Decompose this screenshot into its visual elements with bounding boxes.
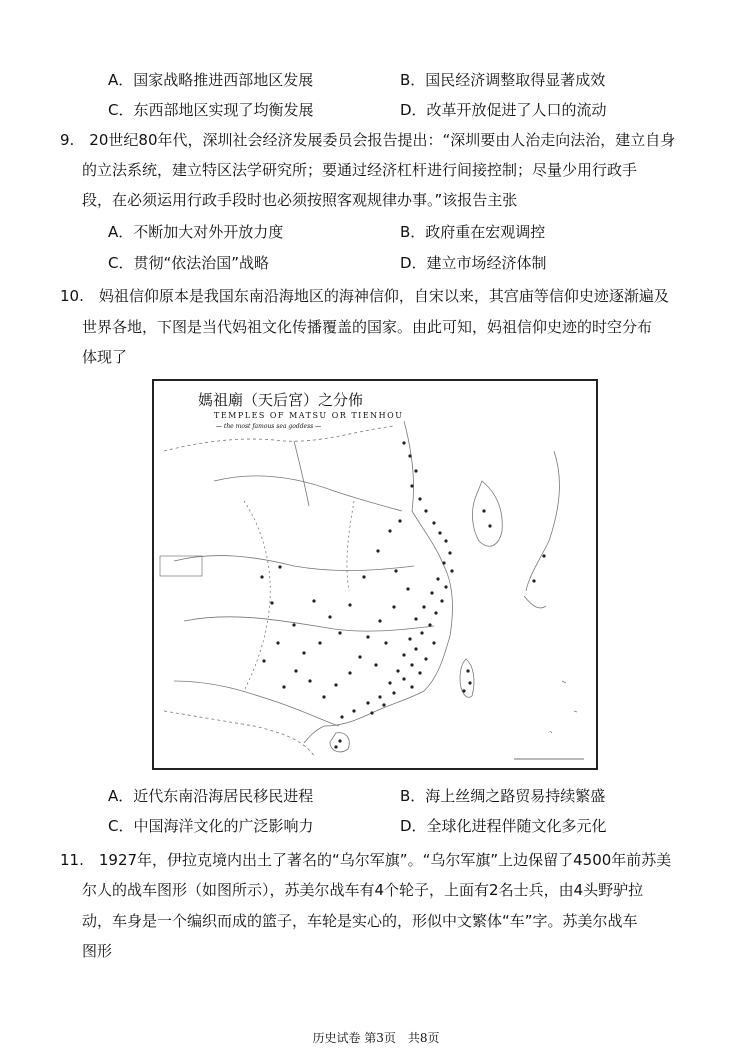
q11-stem-line-3: 动，车身是一个编织而成的篮子，车轮是实心的，形似中文繁体“车”字。苏美尔战车 — [82, 912, 638, 930]
map-subtitle: TEMPLES OF MATSU OR TIENHOU — [214, 411, 404, 420]
q10-option-d: D．全球化进程伴随文化多元化 — [400, 817, 607, 835]
page-footer: 历史试卷 第3页 共8页 — [312, 1031, 440, 1045]
q8-option-b: B．国民经济调整取得显著成效 — [400, 71, 606, 89]
q9-stem-line-3: 段，在必须运用行政手段时也必须按照客观规律办事。”该报告主张 — [82, 191, 518, 209]
q8-option-c: C．东西部地区实现了均衡发展 — [108, 101, 314, 119]
q9-stem-line-2: 的立法系统，建立特区法学研究所；要通过经济杠杆进行间接控制；尽量少用行政手 — [82, 161, 638, 179]
q10-option-a: A．近代东南沿海居民移民进程 — [108, 787, 314, 805]
q8-option-a: A．国家战略推进西部地区发展 — [108, 71, 314, 89]
map-subtitle-note: — the most famous sea goddess — — [216, 423, 322, 430]
q9-option-b: B．政府重在宏观调控 — [400, 223, 546, 241]
q9-stem-line-1: 9. 20世纪80年代，深圳社会经济发展委员会报告提出：“深圳要由人治走向法治，建立自身 — [60, 131, 676, 149]
q9-option-c: C．贯彻“依法治国”战略 — [108, 254, 270, 272]
matsu-temple-map — [152, 379, 598, 770]
q10-option-b: B．海上丝绸之路贸易持续繁盛 — [400, 787, 606, 805]
q11-stem-line-4: 图形 — [82, 942, 113, 960]
q11-stem-line-1: 11. 1927年，伊拉克境内出土了著名的“乌尔军旗”。“乌尔军旗”上边保留了4500年前苏美 — [60, 851, 672, 869]
q10-stem-line-1: 10. 妈祖信仰原本是我国东南沿海地区的海神信仰，自宋以来，其宫庙等信仰史迹逐渐遍及 — [60, 287, 669, 305]
q8-option-d: D．改革开放促进了人口的流动 — [400, 101, 607, 119]
q9-option-a: A．不断加大对外开放力度 — [108, 223, 284, 241]
map-title: 媽祖廟（天后宮）之分佈 — [198, 391, 364, 409]
q10-stem-line-3: 体现了 — [82, 348, 128, 366]
q11-stem-line-2: 尔人的战车图形（如图所示），苏美尔战车有4个轮子，上面有2名士兵，由4头野驴拉 — [82, 881, 644, 899]
q10-stem-line-2: 世界各地，下图是当代妈祖文化传播覆盖的国家。由此可知，妈祖信仰史迹的时空分布 — [82, 318, 653, 336]
q9-option-d: D．建立市场经济体制 — [400, 254, 547, 272]
q10-option-c: C．中国海洋文化的广泛影响力 — [108, 817, 314, 835]
map-drawing — [154, 381, 596, 768]
